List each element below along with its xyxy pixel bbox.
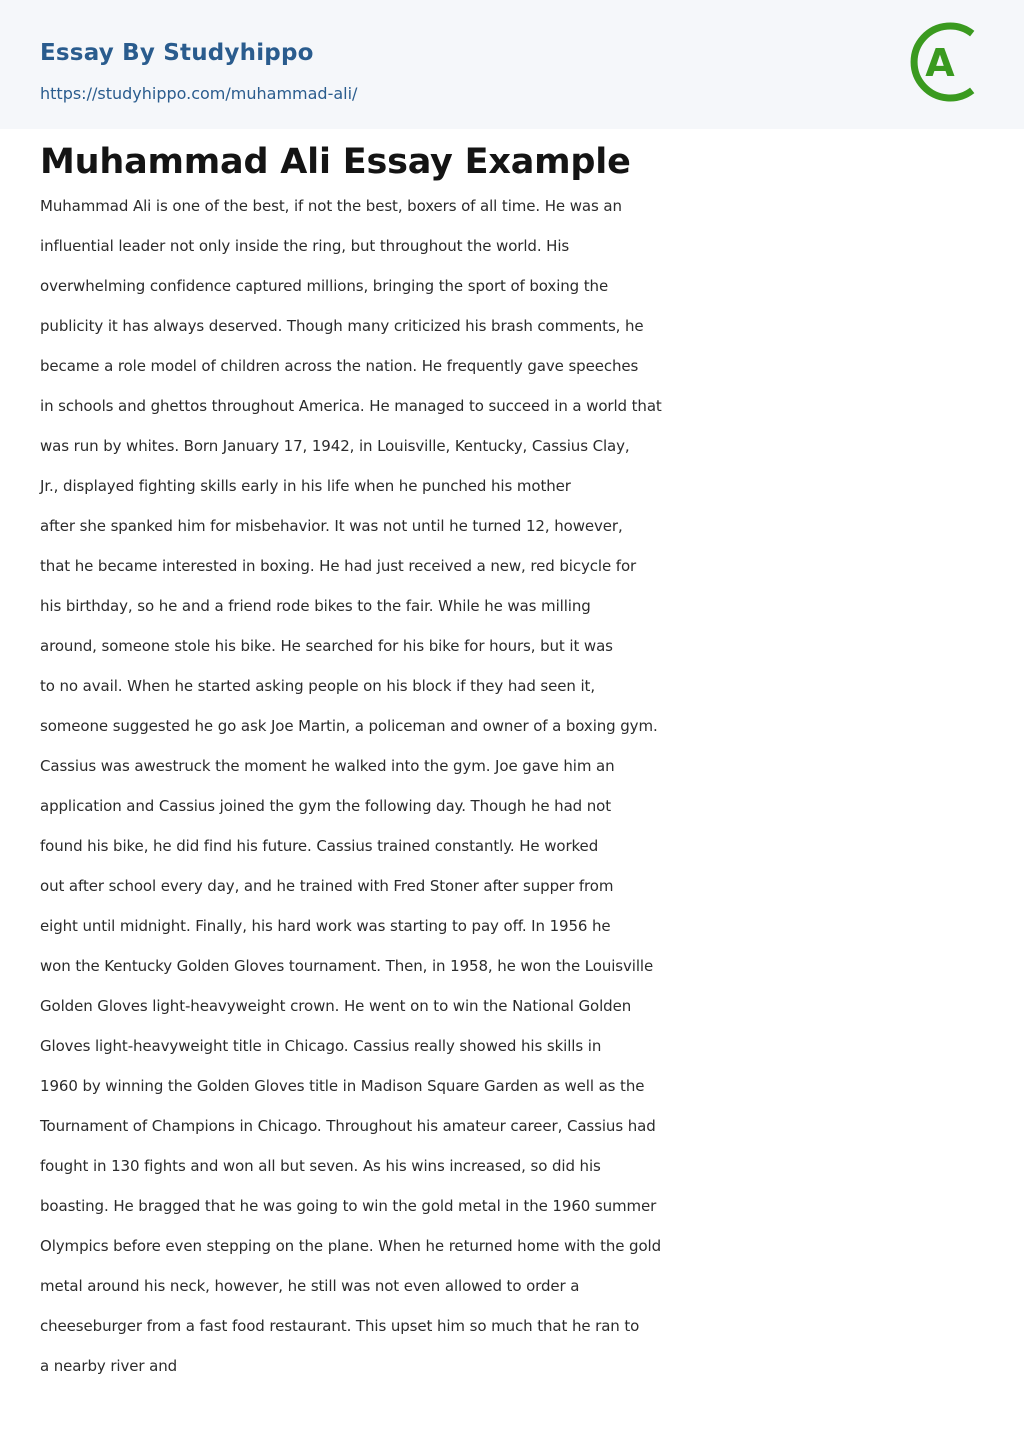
essay-line: after she spanked him for misbehavior. It was not until he turned 12, however, (40, 517, 623, 535)
essay-line: was run by whites. Born January 17, 1942, in Louisville, Kentucky, Cassius Clay, (40, 437, 630, 455)
essay-line: won the Kentucky Golden Gloves tournament. Then, in 1958, he won the Louisville (40, 957, 654, 975)
source-url-link[interactable]: https://studyhippo.com/muhammad-ali/ (40, 84, 358, 103)
essay-body (40, 194, 740, 1394)
essay-line: publicity it has always deserved. Though many criticized his brash comments, he (40, 317, 644, 335)
essay-line: 1960 by winning the Golden Gloves title in Madison Square Garden as well as the (40, 1077, 645, 1095)
essay-line: metal around his neck, however, he still was not even allowed to order a (40, 1277, 580, 1295)
essay-line: became a role model of children across the nation. He frequently gave speeches (40, 357, 639, 375)
essay-line: a nearby river and (40, 1357, 178, 1375)
essay-line: in schools and ghettos throughout America. He managed to succeed in a world that (40, 397, 662, 415)
essay-line: Cassius was awestruck the moment he walked into the gym. Joe gave him an (40, 757, 615, 775)
essay-line: to no avail. When he started asking people on his block if they had seen it, (40, 677, 595, 695)
essay-line: that he became interested in boxing. He had just received a new, red bicycle for (40, 557, 637, 575)
site-brand[interactable]: Essay By Studyhippo (40, 40, 314, 66)
essay-line: someone suggested he go ask Joe Martin, a policeman and owner of a boxing gym. (40, 717, 658, 735)
essay-line: his birthday, so he and a friend rode bikes to the fair. While he was milling (40, 597, 591, 615)
essay-line: found his bike, he did find his future. Cassius trained constantly. He worked (40, 837, 599, 855)
essay-line: out after school every day, and he trained with Fred Stoner after supper from (40, 877, 614, 895)
essay-line: Tournament of Champions in Chicago. Throughout his amateur career, Cassius had (40, 1117, 656, 1135)
essay-line: Jr., displayed fighting skills early in his life when he punched his mother (40, 477, 571, 495)
essay-line: Olympics before even stepping on the plane. When he returned home with the gold (40, 1237, 662, 1255)
essay-line: Muhammad Ali is one of the best, if not the best, boxers of all time. He was an (40, 197, 622, 215)
essay-line: around, someone stole his bike. He searched for his bike for hours, but it was (40, 637, 613, 655)
site-header (0, 0, 1024, 129)
essay-line: application and Cassius joined the gym the following day. Though he had not (40, 797, 612, 815)
essay-line: fought in 130 fights and won all but seven. As his wins increased, so did his (40, 1157, 601, 1175)
essay-line: boasting. He bragged that he was going to win the gold metal in the 1960 summer (40, 1197, 657, 1215)
logo-letter: A (925, 41, 955, 85)
studyhippo-logo-icon[interactable] (910, 18, 988, 106)
essay-line: overwhelming confidence captured millions, bringing the sport of boxing the (40, 277, 609, 295)
essay-line: Gloves light-heavyweight title in Chicago. Cassius really showed his skills in (40, 1037, 602, 1055)
essay-line: eight until midnight. Finally, his hard work was starting to pay off. In 1956 he (40, 917, 611, 935)
essay-line: Golden Gloves light-heavyweight crown. He went on to win the National Golden (40, 997, 632, 1015)
essay-title: Muhammad Ali Essay Example (40, 142, 631, 182)
essay-line: cheeseburger from a fast food restaurant. This upset him so much that he ran to (40, 1317, 640, 1335)
essay-line: influential leader not only inside the ring, but throughout the world. His (40, 237, 570, 255)
